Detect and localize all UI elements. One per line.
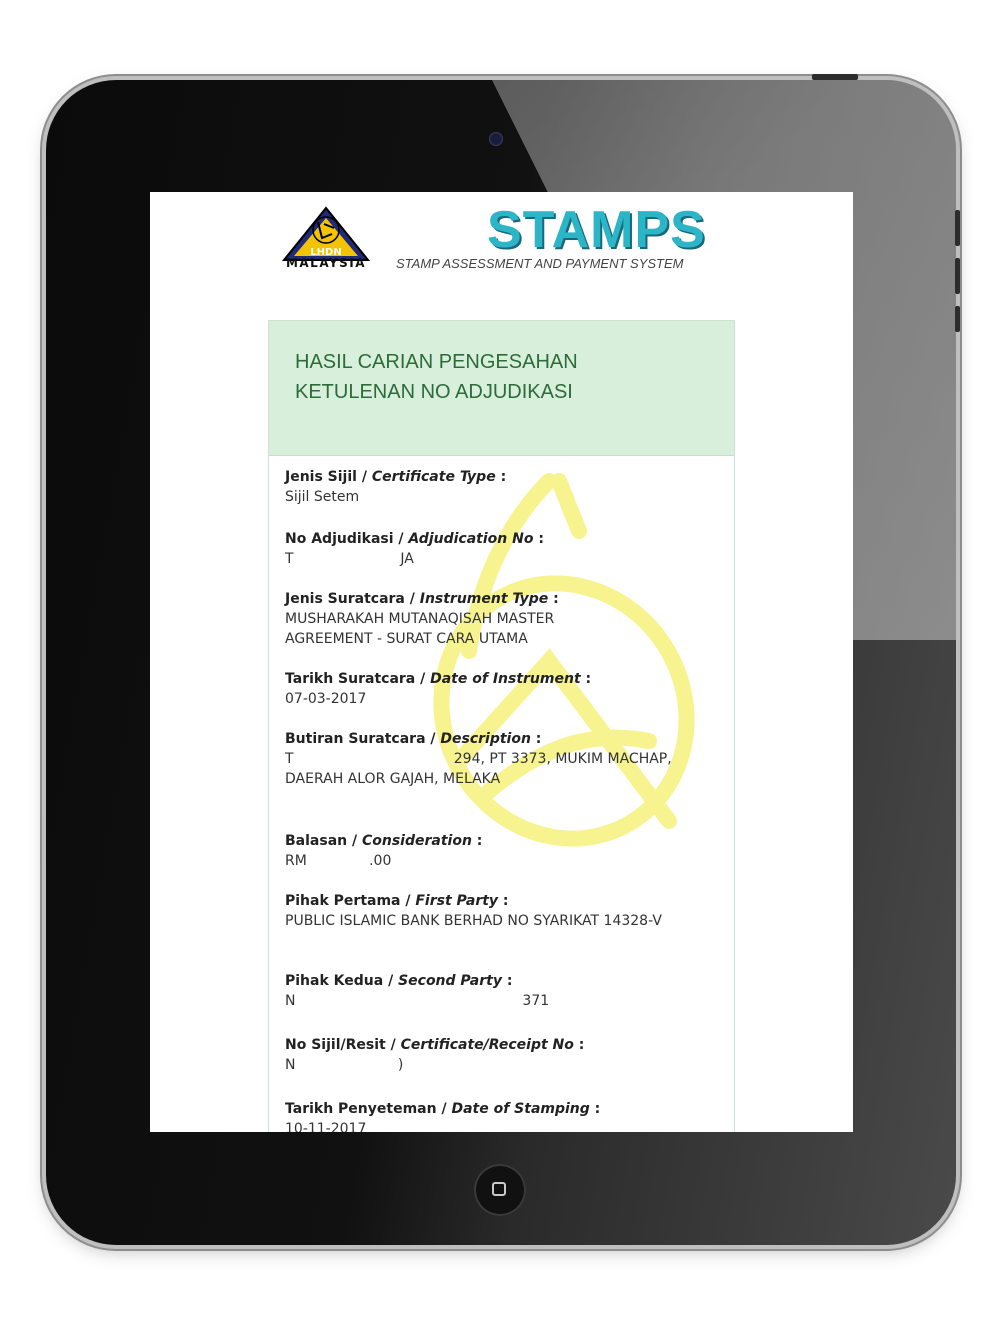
app-title: STAMPS bbox=[487, 201, 706, 259]
result-card bbox=[268, 320, 735, 1132]
field-value: RM .00 bbox=[285, 853, 392, 869]
tablet-screen bbox=[150, 192, 853, 1132]
card-title: HASIL CARIAN PENGESAHAN KETULENAN NO ADJUDIKASI bbox=[295, 351, 578, 403]
field-value: N ) bbox=[285, 1057, 404, 1073]
field-value: T JA bbox=[285, 551, 414, 567]
field-value: N 371 bbox=[285, 993, 550, 1009]
field-label: Tarikh Suratcara / Date of Instrument : bbox=[285, 671, 592, 687]
field-adjudication-no bbox=[285, 529, 705, 569]
lhdn-emblem-icon bbox=[278, 204, 374, 264]
field-label: No Sijil/Resit / Certificate/Receipt No : bbox=[285, 1037, 585, 1053]
svg-text:LHDN: LHDN bbox=[310, 247, 342, 258]
field-label: Pihak Kedua / Second Party : bbox=[285, 973, 513, 989]
camera-icon bbox=[489, 132, 503, 146]
field-consideration bbox=[285, 831, 705, 871]
field-value: Sijil Setem bbox=[285, 489, 360, 505]
top-button[interactable] bbox=[812, 74, 858, 80]
field-label: No Adjudikasi / Adjudication No : bbox=[285, 531, 544, 547]
card-header bbox=[269, 321, 734, 456]
field-label: Jenis Suratcara / Instrument Type : bbox=[285, 591, 559, 607]
home-square-icon bbox=[492, 1182, 506, 1196]
mute-switch[interactable] bbox=[955, 306, 960, 332]
field-label: Butiran Suratcara / Description : bbox=[285, 731, 542, 747]
field-value: PUBLIC ISLAMIC BANK BERHAD NO SYARIKAT 14328-V bbox=[285, 913, 662, 929]
field-value: 07-03-2017 bbox=[285, 691, 367, 707]
field-description bbox=[285, 729, 705, 789]
field-label: Pihak Pertama / First Party : bbox=[285, 893, 509, 909]
field-label: Balasan / Consideration : bbox=[285, 833, 483, 849]
field-date-of-stamping bbox=[285, 1099, 705, 1132]
app-subtitle: STAMP ASSESSMENT AND PAYMENT SYSTEM bbox=[396, 256, 684, 271]
field-value: MUSHARAKAH MUTANAQISAH MASTER AGREEMENT - SURAT CARA UTAMA bbox=[285, 611, 555, 647]
volume-up-button[interactable] bbox=[955, 210, 960, 246]
field-label: Tarikh Penyeteman / Date of Stamping : bbox=[285, 1101, 601, 1117]
logo-wordmark: MALAYSIA bbox=[285, 256, 367, 270]
field-instrument-type bbox=[285, 589, 705, 649]
field-certificate-receipt-no bbox=[285, 1035, 705, 1075]
field-value: T 294, PT 3373, MUKIM MACHAP, DAERAH ALOR GAJAH, MELAKA bbox=[285, 751, 677, 787]
field-second-party bbox=[285, 971, 705, 1011]
field-value: 10-11-2017 bbox=[285, 1121, 367, 1132]
field-date-of-instrument bbox=[285, 669, 705, 709]
field-first-party bbox=[285, 891, 705, 931]
home-button[interactable] bbox=[474, 1164, 526, 1216]
field-label: Jenis Sijil / Certificate Type : bbox=[285, 469, 507, 485]
volume-down-button[interactable] bbox=[955, 258, 960, 294]
field-certificate-type bbox=[285, 467, 705, 507]
